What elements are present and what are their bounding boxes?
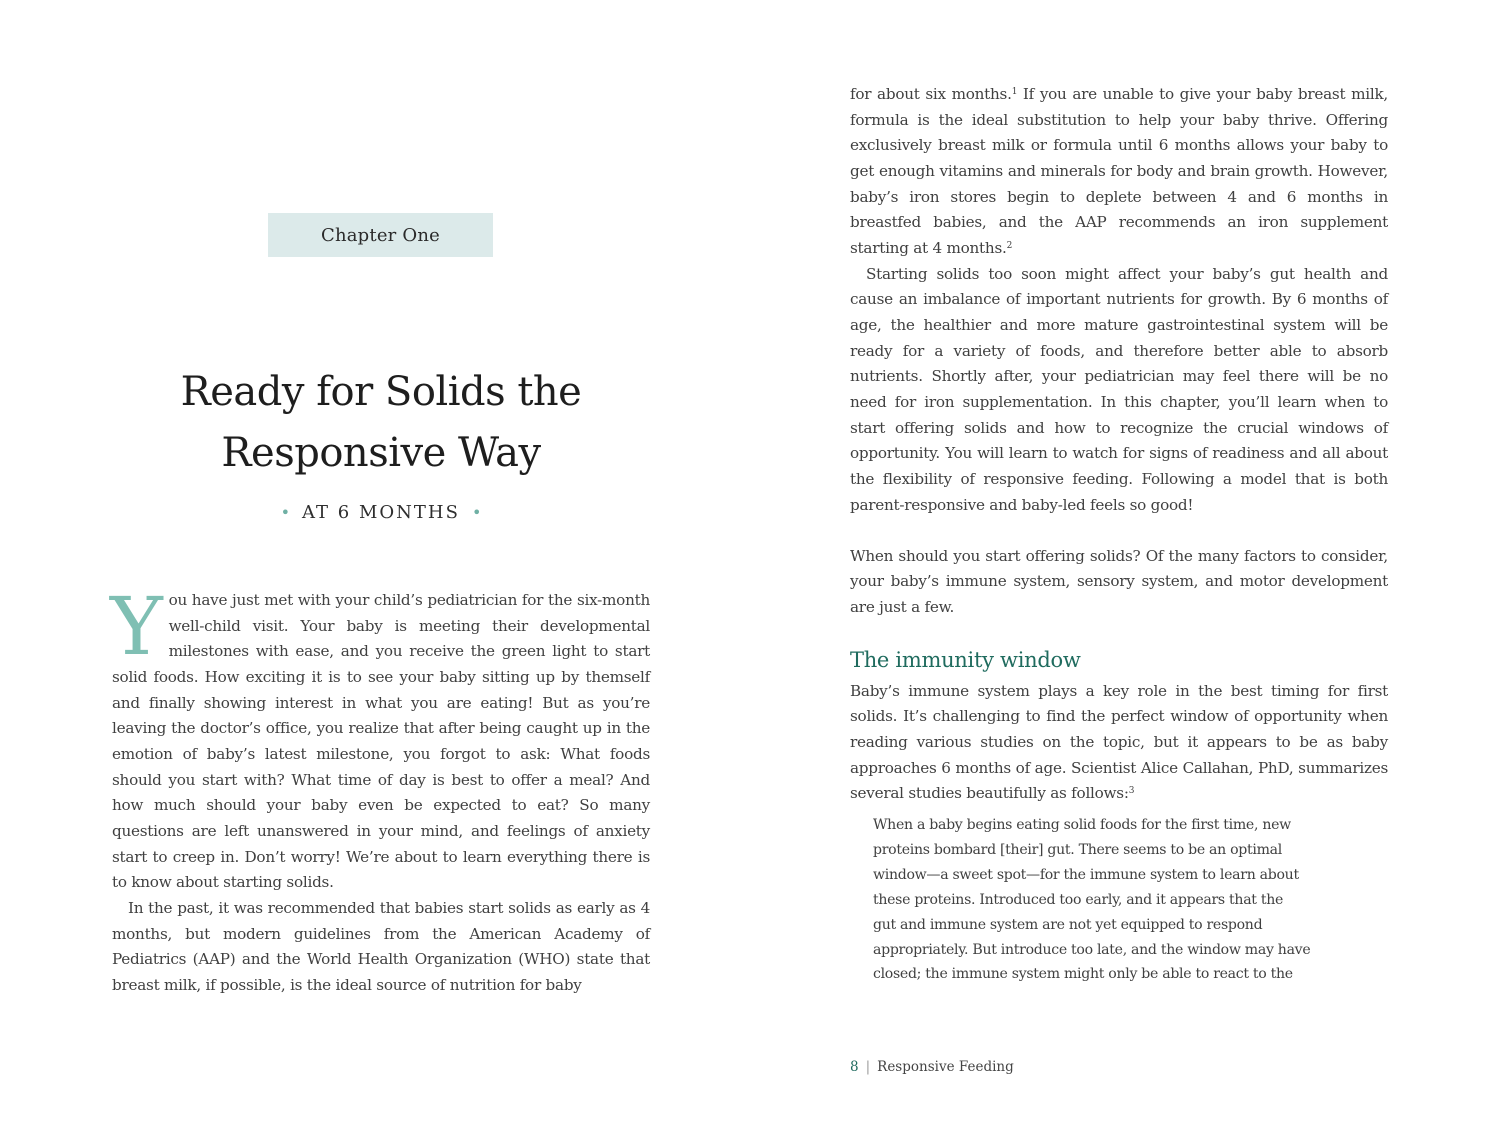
paragraph-text: for about six months. bbox=[850, 85, 1012, 103]
quote-line: appropriately. But introduce too late, and the window may have bbox=[873, 941, 1311, 958]
footer-separator: | bbox=[865, 1059, 871, 1075]
chapter-label: Chapter One bbox=[268, 213, 493, 257]
intro-paragraph-text: ou have just met with your child’s pediatrician for the six-month well-child visit. Your baby is meeting their developmental milestones with ease, and you receive the green light to start solid foods. How exciting it is to see your baby sitting up by themself and finally showing interest in what you are eating! But as you’re leaving the doctor’s office, you realize that after being caught up in the emotion of baby’s latest milestone, you forgot to ask: What foods should you start with? What time of day is best to offer a meal? And how much should your baby even be expected to eat? So many questions are left unanswered in your mind, and feelings of anxiety start to creep in. Don’t worry! We’re about to learn everything there is to know about starting solids. bbox=[112, 591, 650, 892]
quote-line: closed; the immune system might only be able to react to the bbox=[873, 966, 1293, 983]
footnote-ref: 1 bbox=[1011, 87, 1018, 97]
page-number: 8 bbox=[850, 1059, 859, 1075]
chapter-title bbox=[130, 362, 632, 484]
paragraph-text: Baby’s immune system plays a key role in the best timing for first solids. It’s challenging to find the perfect window of opportunity when reading various studies on the topic, but it appears to be as baby approaches 6 months of age. Scientist Alice Callahan, PhD, summarizes several studies beautifully as follows: bbox=[850, 681, 1388, 803]
paragraph bbox=[850, 679, 1388, 807]
bullet-dot-icon: • bbox=[471, 503, 482, 522]
left-body bbox=[110, 580, 650, 999]
chapter-subtitle-text: AT 6 MONTHS bbox=[302, 502, 460, 523]
running-title: Responsive Feeding bbox=[877, 1059, 1014, 1075]
paragraph-text: If you are unable to give your baby breast milk, formula is the ideal substitution to help your baby thrive. Offering exclusively breast milk or formula until 6 months allows your baby to get enough vitamins and minerals for body and brain growth. However, baby’s iron stores begin to deplete between 4 and 6 months in breastfed babies, and the AAP recommends an iron supplement starting at 4 months. bbox=[850, 85, 1388, 257]
section-heading: The immunity window bbox=[850, 647, 1081, 672]
quote-line: gut and immune system are not yet equipped to respond bbox=[873, 916, 1263, 933]
intro-paragraph bbox=[110, 580, 650, 896]
paragraph: When should you start offering solids? Of the many factors to consider, your baby’s immune system, sensory system, and motor development are just a few. bbox=[850, 546, 1388, 617]
bullet-dot-icon: • bbox=[280, 503, 291, 522]
page-footer bbox=[850, 1059, 1014, 1075]
footnote-ref: 2 bbox=[1006, 240, 1013, 251]
paragraph-gap bbox=[850, 518, 1388, 544]
quote-line: window—a sweet spot—for the immune system to learn about bbox=[873, 866, 1299, 883]
quote-line: When a baby begins eating solid foods for the first time, new bbox=[873, 817, 1291, 834]
quote-line: proteins bombard [their] gut. There seems to be an optimal bbox=[873, 841, 1282, 858]
paragraph: Starting solids too soon might affect your baby’s gut health and cause an imbalance of important nutrients for growth. By 6 months of age, the healthier and more mature gastrointestinal system will be ready for a variety of foods, and therefore better able to absorb nutrients. Shortly after, your pediatrician may feel there will be no need for iron supplementation. In this chapter, you’ll learn when to start offering solids and how to recognize the crucial windows of opportunity. You will learn to watch for signs of readiness and all about the flexibility of responsive feeding. Following a model that is both parent-responsive and baby-led feels so good! bbox=[850, 264, 1388, 514]
chapter-subtitle bbox=[130, 500, 632, 526]
paragraph bbox=[850, 82, 1388, 262]
chapter-title-line-1: Ready for Solids the bbox=[180, 369, 582, 415]
right-page bbox=[750, 0, 1500, 1125]
block-quote bbox=[873, 813, 1365, 987]
drop-cap: Y bbox=[110, 580, 163, 673]
footnote-ref: 3 bbox=[1128, 786, 1135, 797]
paragraph: In the past, it was recommended that babies start solids as early as 4 months, but modern guidelines from the American Academy of Pediatrics (AAP) and the World Health Organization (WHO) state that breast milk, if possible, is the ideal source of nutrition for baby bbox=[112, 898, 650, 994]
quote-line: these proteins. Introduced too early, and it appears that the bbox=[873, 891, 1284, 908]
right-body bbox=[850, 82, 1388, 987]
chapter-title-line-2: Responsive Way bbox=[221, 430, 541, 476]
